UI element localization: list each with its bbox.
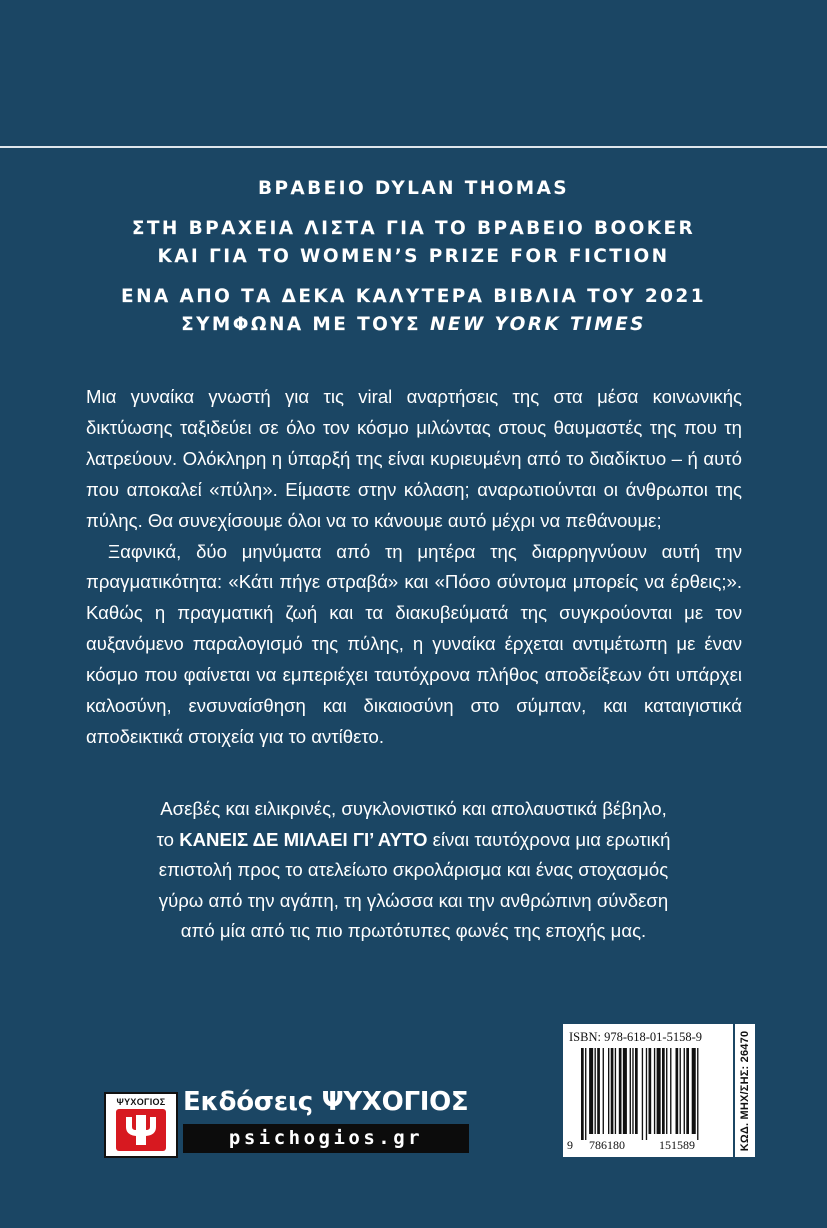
- award-booker-line: ΣΤΗ ΒΡΑΧΕΙΑ ΛΙΣΤΑ ΓΙΑ ΤΟ ΒΡΑΒΕΙΟ BOOKER: [131, 218, 696, 239]
- quote-line-4: γύρω από την αγάπη, τη γλώσσα και την ανθρώπινη σύνδεση: [158, 889, 669, 911]
- barcode-digits-left: 786180: [589, 1138, 625, 1152]
- award-dylan-thomas: ΒΡΑΒΕΙΟ DYLAN THOMAS: [257, 178, 570, 199]
- award-nyt-line: ΕΝΑ ΑΠΟ ΤΑ ΔΕΚΑ ΚΑΛΥΤΕΡΑ ΒΙΒΛΙΑ ΤΟΥ 2021: [121, 286, 706, 307]
- quote-line-2: [60, 825, 767, 856]
- quote-line-3: επιστολή προς το ατελείωτο σκρολάρισμα και ένας στοχασμός: [158, 859, 669, 880]
- description-paragraph-1: Μια γυναίκα γνωστή για τις viral αναρτήσεις της στα μέσα κοινωνικής δικτύωσης ταξιδεύει σε όλο τον κόσμο μιλώντας στους θαυμαστές της που τη λατρεύουν. Ολόκληρη η ύπαρξή της είναι κυριευμένη από το διαδίκτυο – ή αυτό που αποκαλεί «πύλη». Είμαστε στην κόλαση; αναρωτιούνται οι άνθρωποι της πύλης. Θα συνεχίσουμε όλοι να το κάνουμε αυτό μέχρι να πεθάνουμε;: [86, 386, 742, 531]
- description-paragraph-2: Ξαφνικά, δύο μηνύματα από τη μητέρα της διαρρηγνύουν αυτή την πραγματικότητα: «Κάτι πήγε στραβά» και «Πόσο σύντομα μπορείς να έρθεις;». Καθώς η πραγματική ζωή και τα διακυβεύματά της συγκρούονται με τον αυξανόμενο παραλογισμό της πύλης, η γυναίκα έρχεται αντιμέτωπη με έναν κόσμο που φαίνεται να εμπεριέχει ταυτόχρονα πλήθος αποδείξεων ότι υπάρχει καλοσύνη, ενσυναίσθηση και δικαιοσύνη στο σύμπαν, και καταιγιστικά αποδεικτικά στοιχεία για το αντίθετο.: [86, 540, 742, 747]
- product-code: ΚΩΔ. ΜΗΧ/ΣΗΣ: 26470: [739, 1030, 751, 1151]
- quote-line-5: από μία από τις πιο πρωτότυπες φωνές της εποχής μας.: [180, 920, 647, 941]
- product-code-strip: [735, 1024, 755, 1157]
- barcode-icon: [571, 1048, 727, 1140]
- book-title: ΚΑΝΕΙΣ ΔΕ ΜΙΛΑΕΙ ΓΙ’ ΑΥΤΟ: [179, 828, 428, 850]
- publisher-name: Εκδόσεις ΨΥΧΟΓΙΟΣ: [183, 1087, 469, 1117]
- review-quote: [60, 794, 767, 947]
- barcode-box: [563, 1024, 733, 1157]
- divider-line: [0, 146, 827, 148]
- awards-section: [0, 175, 827, 351]
- psi-icon: [116, 1109, 166, 1151]
- book-description: [86, 382, 742, 753]
- isbn-text: ISBN: 978-618-01-5158-9: [569, 1030, 702, 1044]
- publisher-logo: [104, 1092, 178, 1158]
- quote-line-1: Ασεβές και ειλικρινές, συγκλονιστικό και απολαυστικά βέβηλο,: [160, 798, 667, 819]
- publisher-website: psichogios.gr: [183, 1124, 469, 1153]
- quote-line-2-prefix: το: [156, 828, 180, 850]
- award-nyt-prefix: ΣΥΜΦΩΝΑ ΜΕ ΤΟΥΣ: [181, 314, 430, 335]
- publisher-logo-label: ΨΥΧΟΓΙΟΣ: [116, 1097, 166, 1107]
- award-womens-prize-line: ΚΑΙ ΓΙΑ ΤΟ WOMEN’S PRIZE FOR FICTION: [157, 246, 670, 267]
- award-nyt-line-2: [0, 311, 827, 339]
- nyt-name: NEW YORK TIMES: [429, 314, 646, 335]
- quote-line-2-suffix: είναι ταυτόχρονα μια ερωτική: [427, 828, 671, 850]
- barcode-digit-first: 9: [567, 1138, 573, 1152]
- barcode-digits-right: 151589: [659, 1138, 695, 1152]
